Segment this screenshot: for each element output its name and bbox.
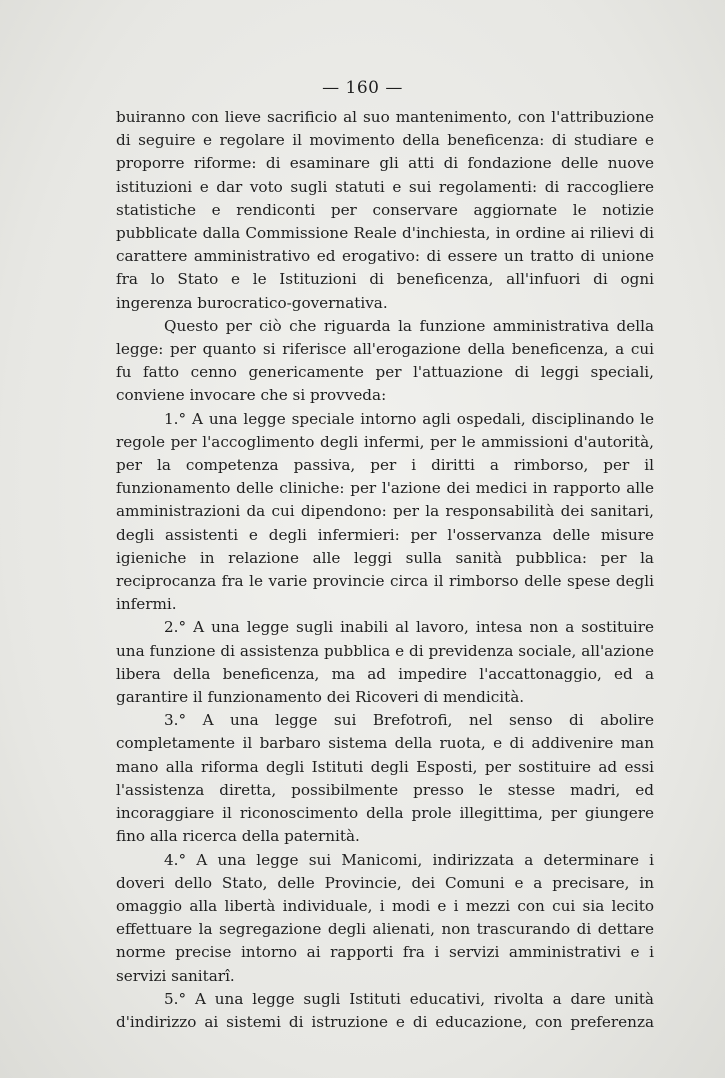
paragraph-item-1-hospitals: 1.° A una legge speciale intorno agli ospedali, disciplinando le regole per l'accoglimento degli infermi, per le ammissioni d'autorità, per la competenza passiva, per i diritti a rimborso, per il funzionamento delle cliniche: per l'azione dei medici in rapporto alle amministrazioni da cui dipendono: per la responsabilità dei sanitari, degli assistenti e degli infermieri: per l'osservanza delle misure igieniche in relazione alle leggi sulla sanità pubblica: per la reciprocanza fra le varie provincie circa il rimborso delle spese degli infermi. xyxy=(116,409,654,614)
paragraph-item-4-asylums: 4.° A una legge sui Manicomi, indirizzata a determinare i doveri dello Stato, delle Provincie, dei Comuni e a precisare, in omaggio alla libertà individuale, i modi e i mezzi con cui sia lecito effettuare la segregazione degli alienati, non trascurando di dettare norme precise intorno ai rapporti fra i servizi amministrativi e i servizi sanitarî. xyxy=(116,850,654,985)
paragraph-item-3-foundling: 3.° A una legge sui Brefotrofi, nel senso di abolire completamente il barbaro sistema della ruota, e di addivenire man mano alla riforma degli Istituti degli Esposti, per sostituire ad essi l'assistenza diretta, possibilmente presso le stesse madri, ed incoraggiare il riconoscimento della prole illegittima, per giungere fino alla ricerca della paternità. xyxy=(116,711,654,846)
body-text xyxy=(116,106,654,1034)
paragraph-continuation: buiranno con lieve sacrificio al suo mantenimento, con l'attribuzione di seguire e regolare il movimento della beneficenza: di studiare e proporre riforme: di esaminare gli atti di fondazione delle nuove istituzioni e dar voto sugli statuti e sui regolamenti: di raccogliere statistiche e rendiconti per conservare aggiornate le notizie pubblicate dalla Commissione Reale d'inchiesta, in ordine ai rilievi di carattere amministrativo ed erogativo: di essere un tratto di unione fra lo Stato e le Istituzioni di beneficenza, all'infuori di ogni ingerenza burocratico-governativa. xyxy=(116,108,654,312)
paragraph-item-2-disabled: 2.° A una legge sugli inabili al lavoro, intesa non a sostituire una funzione di assistenza pubblica e di previdenza sociale, all'azione libera della beneficenza, ma ad impedire l'accattonaggio, ed a garantire il funzionamento dei Ricoveri di mendicità. xyxy=(116,618,654,707)
page-number: — 160 — xyxy=(322,78,403,98)
paragraph-item-5-education: 5.° A una legge sugli Istituti educativi, rivolta a dare unità d'indirizzo ai sistemi di istruzione e di educazione, con preferenza xyxy=(116,989,654,1031)
paragraph-intro: Questo per ciò che riguarda la funzione amministrativa della legge: per quanto si riferisce all'erogazione della beneficenza, a cui fu fatto cenno genericamente per l'attuazione di leggi speciali, conviene invocare che si provveda: xyxy=(116,316,654,405)
